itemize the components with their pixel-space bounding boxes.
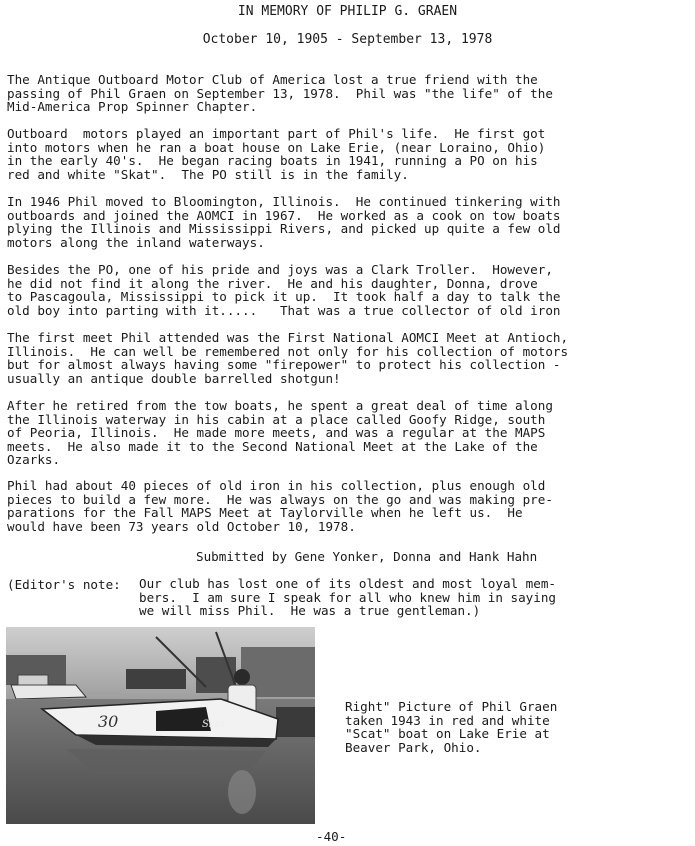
paragraph-1: The Antique Outboard Motor Club of America lost a true friend with the passing of Phil Graen on September 13, 1978. Phil was "the life" of the Mid-America Prop Spinner Chapter. (7, 72, 553, 115)
paragraph-7: Phil had about 40 pieces of old iron in his collection, plus enough old pieces to build a few more. He was always on the go and was making pre- parations for the Fall MAPS Meet at Taylorville when he left us. He would have been 73 years old October 10, 1978. (7, 478, 553, 534)
submitted-by: Submitted by Gene Yonker, Donna and Hank Hahn (196, 549, 538, 564)
boat-photo-illustration (6, 627, 315, 824)
paragraph-6: After he retired from the tow boats, he spent a great deal of time along the Illinois waterway in his cabin at a place called Goofy Ridge, south of Peoria, Illinois. He made more meets, and was a regular at the MAPS meets. He also made it to the Second National Meet at the Lake of the Ozarks. (7, 398, 553, 468)
page-number: -40- (316, 829, 347, 844)
paragraph-4: Besides the PO, one of his pride and joys was a Clark Troller. However, he did not find it along the river. He and his daughter, Donna, drove to Pascagoula, Mississippi to pick it up. It took half a day to talk the old boy into parting with it..... That was a true collector of old iron (7, 262, 561, 318)
paragraph-2: Outboard motors played an important part of Phil's life. He first got into motors when he ran a boat house on Lake Erie, (near Loraino, Ohio) in the early 40's. He began racing boats in 1941, running a PO on his red and white "Skat". The PO still is in the family. (7, 126, 546, 182)
editor-note-label: (Editor's note: (7, 577, 121, 592)
boat-number: 30 (98, 712, 119, 731)
boat-photo (6, 627, 315, 824)
paragraph-3: In 1946 Phil moved to Bloomington, Illinois. He continued tinkering with outboards and joined the AOMCI in 1967. He worked as a cook on tow boats plying the Illinois and Mississippi Rivers, and picked up quite a few old motors along the inland waterways. (7, 194, 561, 250)
paragraph-5: The first meet Phil attended was the First National AOMCI Meet at Antioch, Illinois. He can well be remembered not only for his collection of motors but for almost always having some "firepower" to protect his collection - usually an antique double barrelled shotgun! (7, 330, 569, 386)
editor-note-text: Our club has lost one of its oldest and most loyal mem- bers. I am sure I speak for all who knew him in saying we will miss Phil. He was a true gentleman.) (139, 576, 557, 619)
photo-caption: Right" Picture of Phil Graen taken 1943 in red and white "Scat" boat on Lake Erie at Beaver Park, Ohio. (345, 699, 558, 755)
memorial-dates: October 10, 1905 - September 13, 1978 (202, 32, 493, 47)
boat-name-lettering: Skat (202, 719, 225, 730)
memorial-title: IN MEMORY OF PHILIP G. GRAEN (237, 4, 458, 19)
